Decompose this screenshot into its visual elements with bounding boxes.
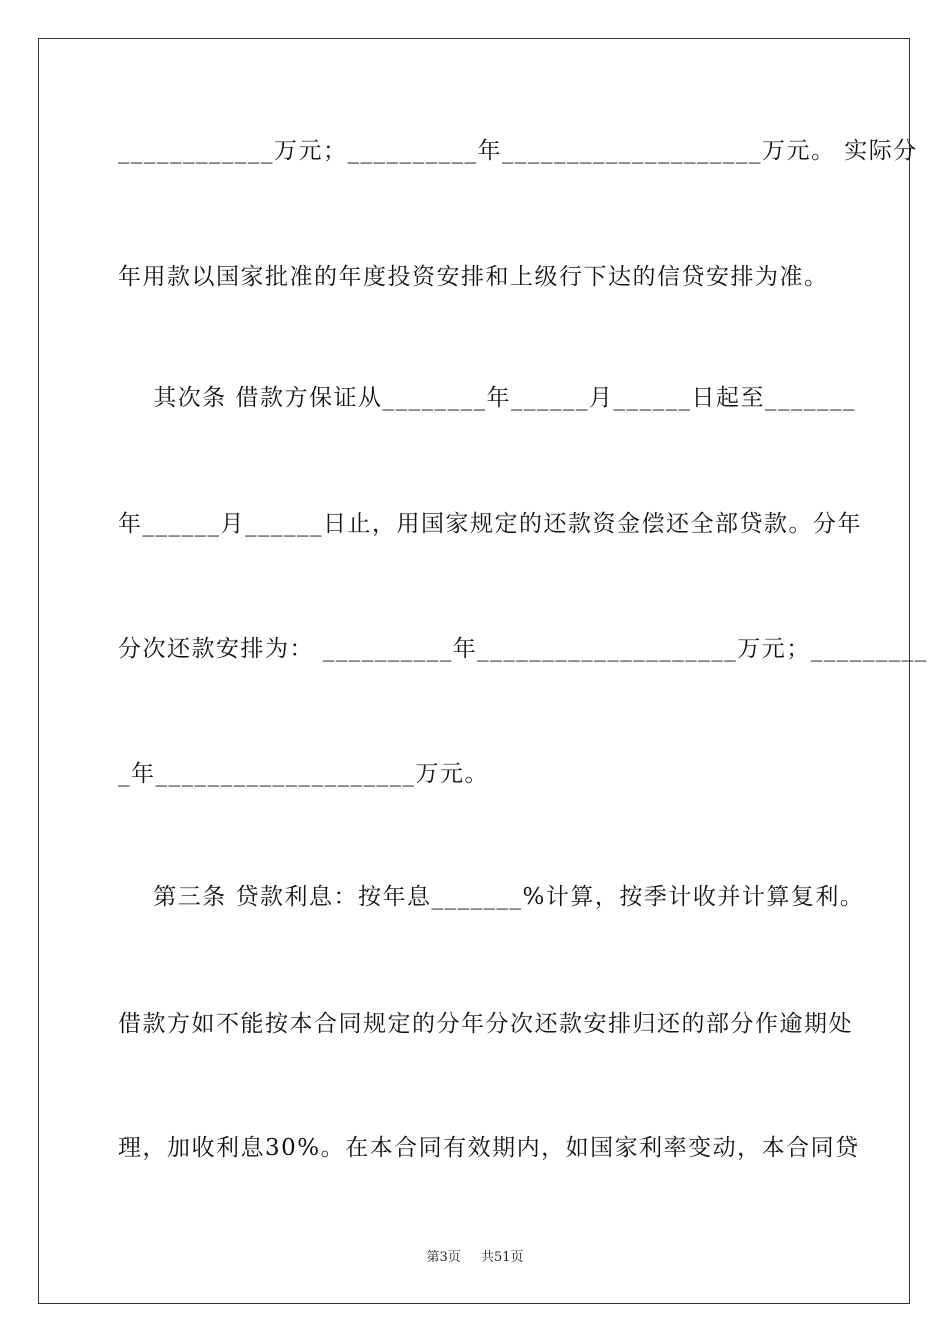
text-line-6: _年____________________万元。: [118, 761, 489, 787]
text-line-4: 年______月______日止，用国家规定的还款资金偿还全部贷款。分年: [118, 511, 862, 537]
text-line-2: 年用款以国家批准的年度投资安排和上级行下达的信贷安排为准。: [118, 264, 829, 290]
text-line-8: 借款方如不能按本合同规定的分年分次还款安排归还的部分作逾期处: [118, 1011, 853, 1037]
page-border: [38, 38, 928, 1304]
text-line-9: 理，加收利息30%。在本合同有效期内，如国家利率变动，本合同贷: [118, 1135, 860, 1161]
page-footer: [0, 1246, 950, 1265]
text-line-1: ____________万元；__________年____________________万元。 实际分: [118, 138, 918, 164]
text-line-3: 其次条 借款方保证从________年______月______日起至_______: [118, 385, 857, 411]
text-line-5: 分次还款安排为： __________年____________________万元；_________: [118, 636, 928, 662]
page-number-total: 共51页: [480, 1250, 524, 1265]
text-line-7: 第三条 贷款利息：按年息_______%计算，按季计收并计算复利。: [118, 884, 865, 910]
page-number-current: 第3页: [426, 1250, 461, 1265]
